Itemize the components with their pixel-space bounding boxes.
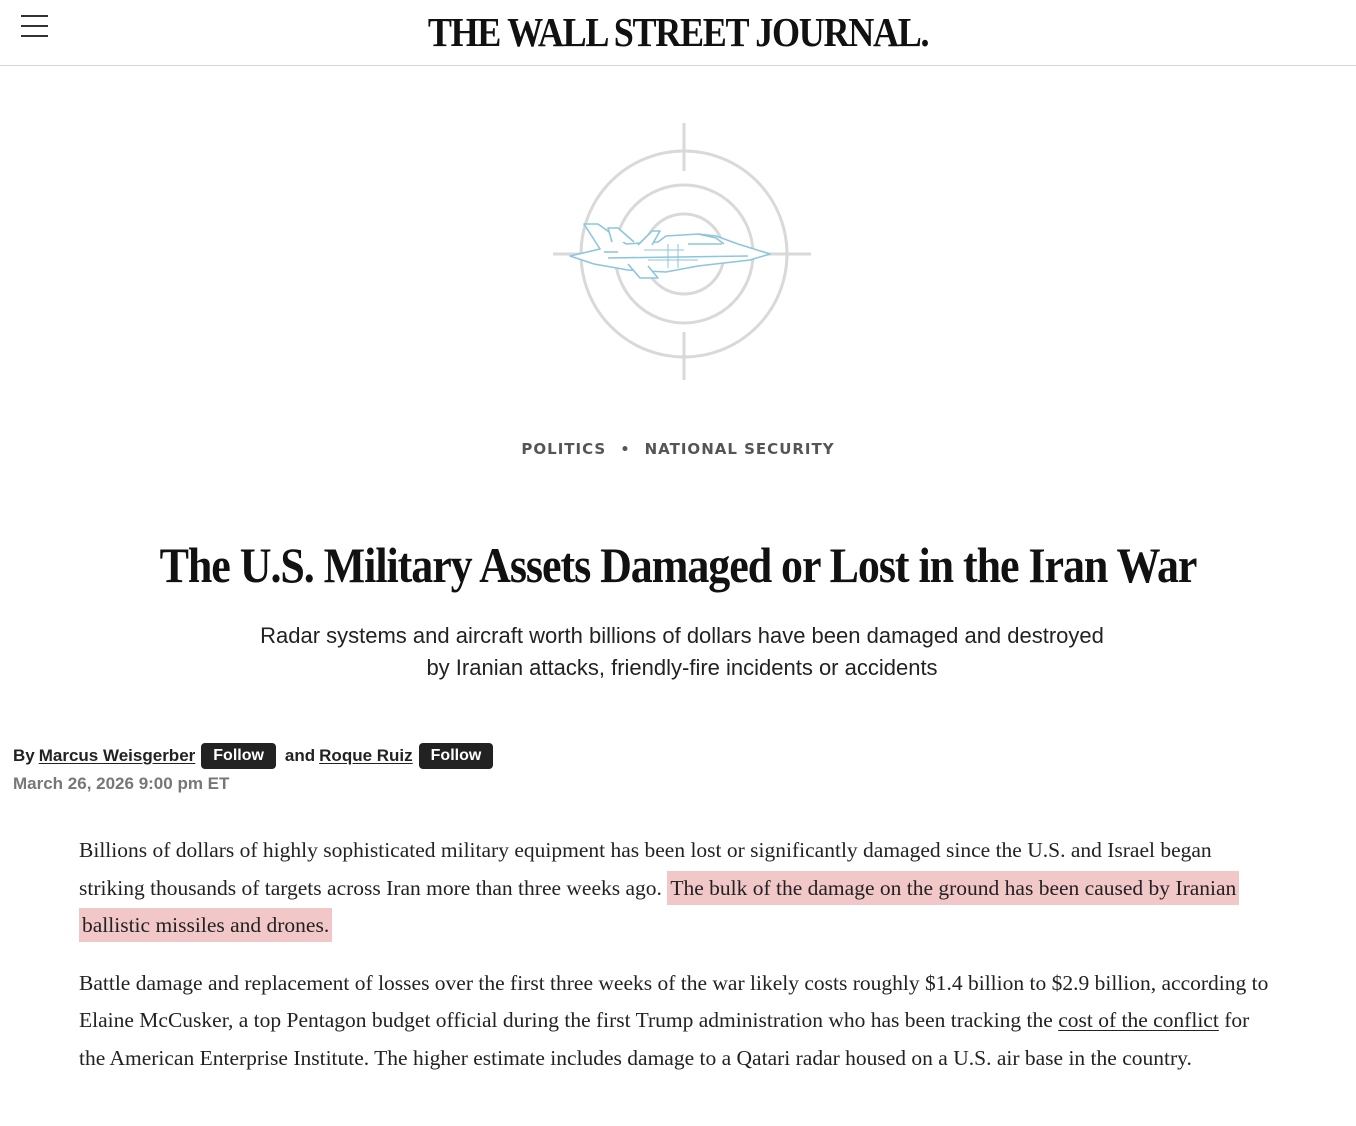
publish-date: March 26, 2026 9:00 pm ET	[13, 774, 230, 793]
hero-illustration	[548, 118, 818, 388]
menu-icon-bar	[21, 25, 48, 27]
masthead-logo[interactable]: THE WALL STREET JOURNAL.	[427, 9, 929, 55]
menu-icon-bar	[21, 15, 48, 17]
author-link-marcus-weisgerber[interactable]: Marcus Weisgerber	[38, 746, 196, 765]
menu-icon-bar	[21, 35, 48, 37]
article-paragraph	[79, 832, 1279, 945]
paragraph-text: Battle damage and replacement of losses over the first three weeks of the war likely costs roughly $1.4 billion to $2.9 billion, according to Elaine McCusker, a top Pentagon budget official during the first Trump administration who has been tracking the	[79, 970, 1269, 1032]
article-headline: The U.S. Military Assets Damaged or Lost in the Iran War	[159, 537, 1197, 593]
top-bar	[0, 0, 1356, 66]
article-paragraph	[79, 965, 1279, 1078]
fighter-jet-target-icon	[548, 118, 818, 388]
paragraph-text: Billions of dollars of highly sophisticated military equipment has been lost or significantly damaged since the U.S. and Israel began striking thousands of targets across Iran more than three weeks ago.	[79, 838, 1212, 900]
byline-by: By	[13, 746, 35, 765]
cost-of-conflict-link[interactable]: cost of the conflict	[1058, 1008, 1219, 1032]
follow-author2-button[interactable]: Follow	[419, 743, 494, 769]
byline	[13, 742, 502, 770]
highlighted-text[interactable]: The bulk of the damage on the ground has been caused by Iranian ballistic missiles and drones.	[79, 871, 1239, 943]
article-dek: Radar systems and aircraft worth billions of dollars have been damaged and destroyed by Iranian attacks, friendly-fire incidents or accidents	[260, 623, 1104, 680]
byline-and: and	[284, 746, 316, 765]
section-separator: •	[620, 442, 631, 458]
article-body	[79, 832, 1279, 1097]
section-link-national-security[interactable]: NATIONAL SECURITY	[644, 440, 835, 458]
menu-icon[interactable]	[20, 13, 50, 41]
section-tags	[0, 440, 1356, 458]
section-link-politics[interactable]: POLITICS	[521, 440, 607, 458]
author-link-roque-ruiz[interactable]: Roque Ruiz	[319, 746, 413, 765]
paragraph-text: for the American Enterprise Institute. The higher estimate includes damage to a Qatari radar housed on a U.S. air base in the country.	[79, 1008, 1250, 1070]
follow-author1-button[interactable]: Follow	[201, 743, 276, 769]
